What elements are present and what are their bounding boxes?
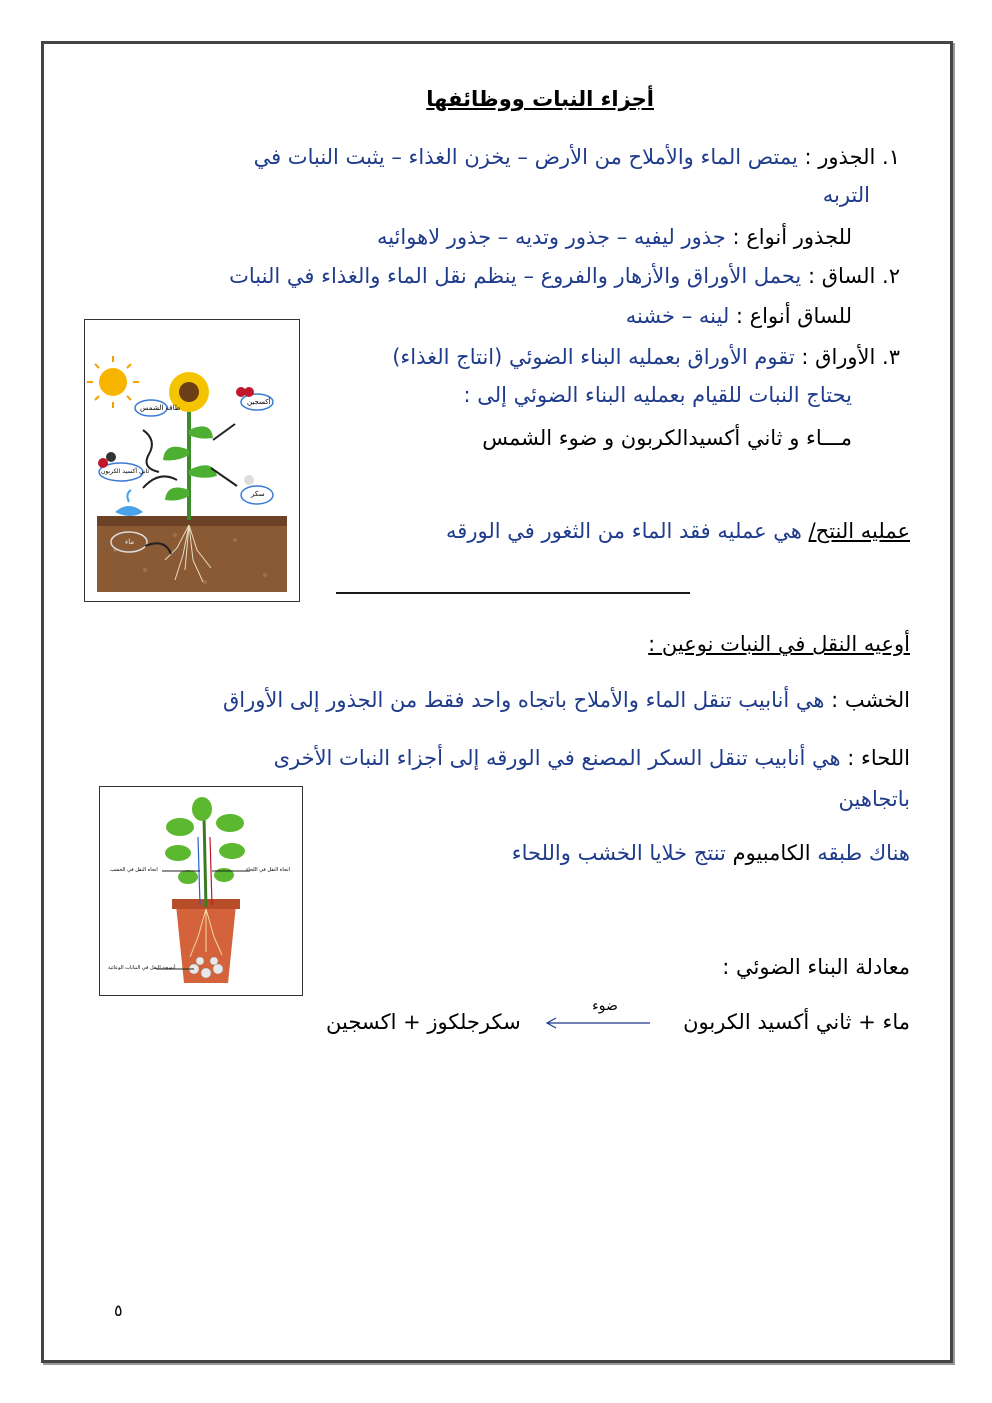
sugar-label: سكر (251, 490, 265, 498)
equation-arrow (544, 1016, 652, 1030)
roots-types (377, 222, 852, 252)
leaves-needs: يحتاج النبات للقيام بعمليه البناء الضوئي إلى : (463, 383, 852, 407)
equation-heading: معادلة البناء الضوئي : (722, 955, 910, 979)
photosynthesis-illustration (85, 320, 299, 601)
roots-text-cont: التربه (822, 183, 870, 207)
roots-text: يمتص الماء والأملاح من الأرض – يخزن الغذاء – يثبت النبات في (253, 145, 798, 169)
oxygen-label: أكسجين (247, 398, 271, 406)
phloem-label: اللحاء : (840, 746, 910, 770)
leaves-line (392, 342, 900, 372)
phloem-text-cont: باتجاهين (838, 787, 910, 811)
transpiration-label: عمليه النتح/ (808, 519, 910, 543)
xylem-line (223, 685, 910, 715)
vessels-heading: أوعيه النقل في النبات نوعين : (648, 632, 910, 656)
transport-diagram (99, 786, 303, 996)
cambium-text-a: هناك طبقه (810, 841, 910, 865)
roots-types-text: جذور ليفيه – جذور وتديه – جذور لاهوائيه (376, 225, 726, 249)
transpiration-line (446, 516, 910, 546)
stem-line (229, 261, 900, 291)
sun-energy-label: طاقة الشمس (140, 404, 181, 412)
roots-label: ١. الجذور : (797, 145, 900, 169)
stem-types-text: لينه – خشنه (625, 304, 730, 328)
leaves-needs-items: مـــاء و ثاني أكسيدالكربون و ضوء الشمس (482, 426, 852, 450)
equation-right: سكرجلكوز + اكسجين (326, 1010, 521, 1034)
cambium-word: الكامبيوم (732, 841, 811, 865)
equation-left: ماء + ثاني أكسيد الكربون (683, 1010, 910, 1034)
stem-text: يحمل الأوراق والأزهار والفروع – ينظم نقل الماء والغذاء في النبات (229, 264, 802, 288)
xylem-direction-label: اتجاه النقل في الخشب (110, 867, 158, 873)
roots-types-label: للجذور أنواع : (725, 225, 852, 249)
xylem-label: الخشب : (824, 688, 910, 712)
xylem-text: هي أنابيب تنقل الماء والأملاح باتجاه واحد فقط من الجذور إلى الأوراق (222, 688, 825, 712)
photosynthesis-diagram (84, 319, 300, 602)
equation-over-arrow: ضوء (592, 998, 618, 1014)
vascular-tissue-label: أنسجة النقل في النباتات الوعائية (108, 965, 176, 971)
co2-label: ثاني أكسيد الكربون (101, 468, 150, 475)
cambium-line (512, 838, 910, 868)
transport-illustration (100, 787, 302, 995)
page-number: ٥ (114, 1301, 123, 1320)
stem-label: ٢. الساق : (801, 264, 900, 288)
cambium-text-c: تنتج خلايا الخشب واللحاء (511, 841, 733, 865)
leaves-text: تقوم الأوراق بعمليه البناء الضوئي (انتاج الغذاء) (392, 345, 795, 369)
roots-line (254, 142, 900, 172)
transpiration-text: هي عمليه فقد الماء من الثغور في الورقه (446, 519, 809, 543)
leaves-label: ٣. الأوراق : (794, 345, 900, 369)
page-title: أجزاء النبات ووظائفها (426, 87, 654, 111)
phloem-line (274, 743, 910, 773)
separator-line (336, 592, 690, 594)
phloem-text: هي أنابيب تنقل السكر المصنع في الورقه إلى أجزاء النبات الأخرى (273, 746, 841, 770)
stem-types (626, 301, 852, 331)
stem-types-label: للساق أنواع : (729, 304, 852, 328)
water-label: ماء (125, 538, 135, 546)
phloem-direction-label: اتجاه النقل في اللحاء (246, 867, 290, 873)
